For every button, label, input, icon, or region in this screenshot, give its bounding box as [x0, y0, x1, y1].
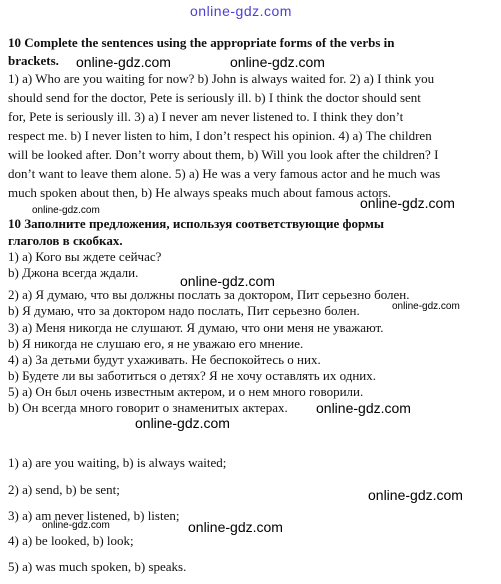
russian-task-heading: 10 Заполните предложения, используя соответствующие формы	[8, 216, 385, 231]
watermark: online-gdz.com	[316, 400, 411, 416]
watermark: online-gdz.com	[368, 487, 463, 503]
watermark: online-gdz.com	[135, 415, 230, 431]
top-watermark: online-gdz.com	[190, 3, 292, 19]
english-line: don’t want to leave them alone. 5) a) He was a very famous actor and he much was	[8, 166, 441, 181]
russian-line: 5) а) Он был очень известным актером, и о нем много говорили.	[8, 384, 364, 399]
watermark: online-gdz.com	[188, 519, 283, 535]
russian-line: 2) а) Я думаю, что вы должны послать за доктором, Пит серьезно болен.	[8, 287, 410, 302]
russian-line: b) Будете ли вы заботиться о детях? Я не хочу оставлять их одних.	[8, 368, 377, 383]
english-line: much spoken about then, b) He always speaks much about famous actors.	[8, 185, 392, 200]
russian-line: b) Он всегда много говорит о знаменитых актерах.	[8, 400, 288, 415]
answer-item: 5) a) was much spoken, b) speaks.	[8, 559, 187, 574]
english-task-heading: 10 Complete the sentences using the appropriate forms of the verbs in	[8, 35, 395, 50]
english-task-heading-cont: brackets.	[8, 53, 59, 68]
english-line: will be looked after. Don’t worry about them, b) Will you look after the children? I	[8, 147, 439, 162]
russian-line: b) Джона всегда ждали.	[8, 265, 139, 280]
english-line: respect me. b) I never listen to him, I don’t respect his opinion. 4) a) The children	[8, 128, 432, 143]
watermark: online-gdz.com	[360, 195, 455, 211]
russian-line: 4) а) За детьми будут ухаживать. Не беспокойтесь о них.	[8, 352, 321, 367]
english-line: 1) a) Who are you waiting for now? b) John is always waited for. 2) a) I think you	[8, 71, 435, 86]
watermark: online-gdz.com	[32, 205, 100, 216]
answer-item: 1) a) are you waiting, b) is always waited;	[8, 455, 227, 470]
russian-line: b) Я никогда не слушаю его, я не уважаю его мнение.	[8, 336, 304, 351]
watermark: online-gdz.com	[76, 54, 171, 70]
watermark: online-gdz.com	[42, 520, 110, 531]
watermark: online-gdz.com	[230, 54, 325, 70]
english-line: for, Pete is seriously ill. 3) a) I never am never listened to. I think they don’t	[8, 109, 404, 124]
watermark: online-gdz.com	[180, 273, 275, 289]
russian-line: b) Я думаю, что за доктором надо послать, Пит серьезно болен.	[8, 303, 360, 318]
answer-item: 2) a) send, b) be sent;	[8, 482, 120, 497]
watermark: online-gdz.com	[392, 301, 460, 312]
russian-line: 3) а) Меня никогда не слушают. Я думаю, что они меня не уважают.	[8, 320, 384, 335]
russian-task-heading-cont: глаголов в скобках.	[8, 233, 123, 248]
english-line: should send for the doctor, Pete is seriously ill. b) I think the doctor should sent	[8, 90, 421, 105]
answer-item: 4) a) be looked, b) look;	[8, 533, 134, 548]
answer-item: 3) a) am never listened, b) listen;	[8, 508, 180, 523]
russian-line: 1) а) Кого вы ждете сейчас?	[8, 249, 162, 264]
